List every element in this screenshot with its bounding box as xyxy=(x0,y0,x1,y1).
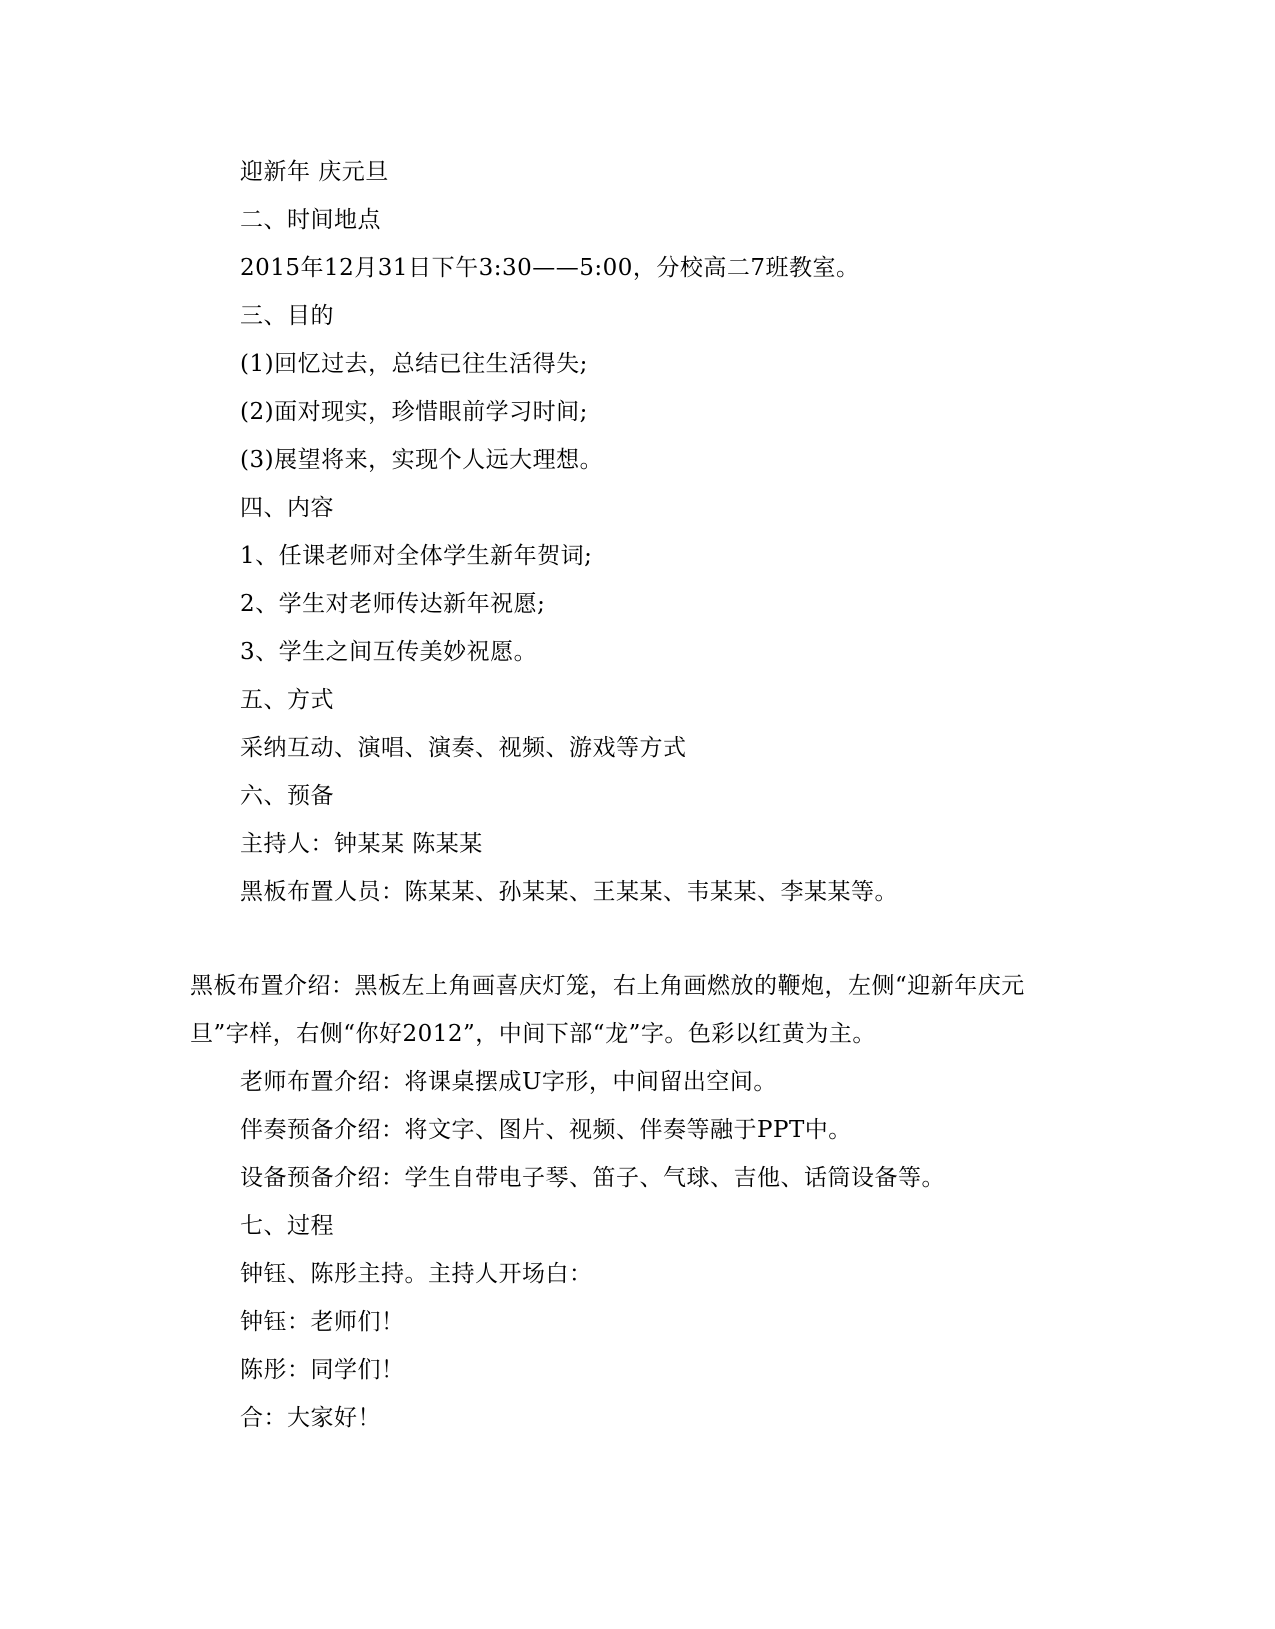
purpose-item-3: (3)展望将来，实现个人远大理想。 xyxy=(240,447,604,473)
event-title: 迎新年 庆元旦 xyxy=(240,159,389,185)
section-heading-process: 七、过程 xyxy=(240,1213,334,1239)
purpose-item-1: (1)回忆过去，总结已往生活得失; xyxy=(240,351,588,377)
content-item-1: 1、任课老师对全体学生新年贺词; xyxy=(240,543,593,569)
section-heading-preparation: 六、预备 xyxy=(240,783,334,809)
dialogue-line-1: 钟钰：老师们！ xyxy=(240,1309,405,1335)
content-item-2: 2、学生对老师传达新年祝愿; xyxy=(240,591,546,617)
time-place-text: 2015年12月31日下午3:30——5:00，分校高二7班教室。 xyxy=(240,255,860,281)
method-text: 采纳互动、演唱、演奏、视频、游戏等方式 xyxy=(240,735,687,761)
hosts-text: 主持人：钟某某 陈某某 xyxy=(240,831,483,857)
accompaniment-text: 伴奏预备介绍：将文字、图片、视频、伴奏等融于PPT中。 xyxy=(240,1117,852,1143)
section-heading-method: 五、方式 xyxy=(240,687,334,713)
blackboard-staff-text: 黑板布置人员：陈某某、孙某某、王某某、韦某某、李某某等。 xyxy=(240,879,898,905)
section-heading-purpose: 三、目的 xyxy=(240,303,334,329)
process-intro-text: 钟钰、陈彤主持。主持人开场白： xyxy=(240,1261,593,1287)
classroom-layout-text: 老师布置介绍：将课桌摆成U字形，中间留出空间。 xyxy=(240,1069,777,1095)
section-heading-time-place: 二、时间地点 xyxy=(240,207,381,233)
content-item-3: 3、学生之间互传美妙祝愿。 xyxy=(240,639,538,665)
dialogue-line-3: 合：大家好！ xyxy=(240,1405,381,1431)
dialogue-line-2: 陈彤：同学们！ xyxy=(240,1357,405,1383)
blackboard-intro-line-1: 黑板布置介绍：黑板左上角画喜庆灯笼，右上角画燃放的鞭炮，左侧“迎新年庆元 xyxy=(190,973,1025,999)
section-heading-content: 四、内容 xyxy=(240,495,334,521)
blackboard-intro-line-2: 旦”字样，右侧“你好2012”，中间下部“龙”字。色彩以红黄为主。 xyxy=(190,1021,876,1047)
purpose-item-2: (2)面对现实，珍惜眼前学习时间; xyxy=(240,399,588,425)
equipment-text: 设备预备介绍：学生自带电子琴、笛子、气球、吉他、话筒设备等。 xyxy=(240,1165,945,1191)
